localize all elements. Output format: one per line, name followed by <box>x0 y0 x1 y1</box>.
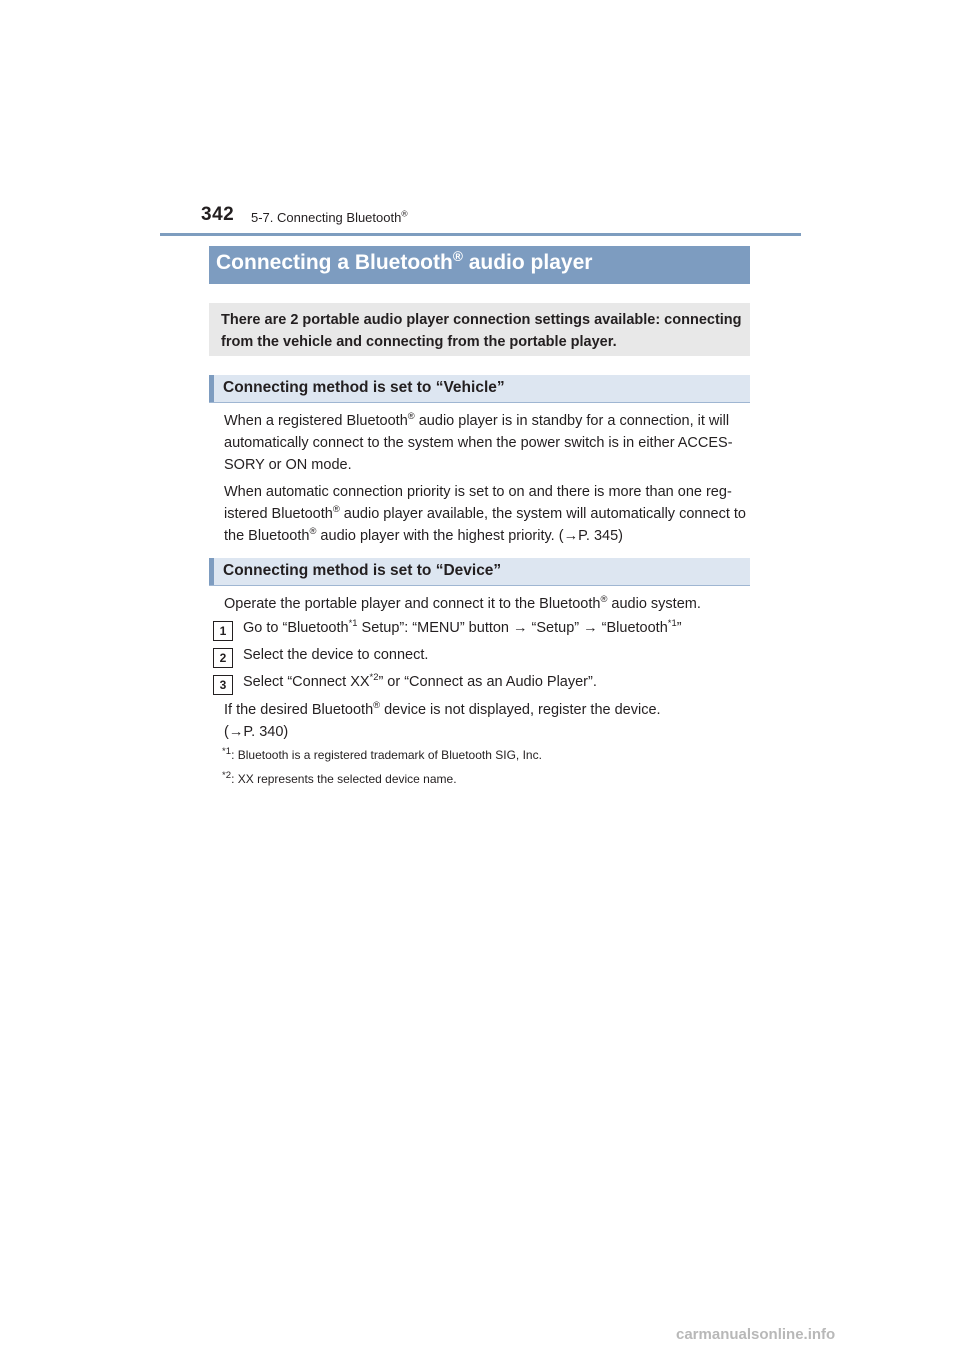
text-run: Operate the portable player and connect it to the Bluetooth <box>224 596 601 612</box>
registered-mark: ® <box>452 249 463 264</box>
step-2 <box>213 648 753 668</box>
subheading-vehicle-text: Connecting method is set to “Vehicle” <box>223 379 505 396</box>
page-number: 342 <box>201 204 235 225</box>
registered-mark: ® <box>373 699 381 711</box>
text-run: “Bluetooth <box>597 620 668 636</box>
text-run: audio system. <box>607 596 701 612</box>
title-part-2: audio player <box>462 251 593 274</box>
registered-mark: ® <box>332 503 340 515</box>
text-run: ” or “Connect as an Audio Player”. <box>378 674 597 690</box>
header-divider <box>160 233 801 236</box>
text-run: Setup”: “MENU” button <box>357 620 514 636</box>
step-1 <box>213 617 753 641</box>
vehicle-paragraph-1 <box>224 410 750 476</box>
registered-mark: ® <box>407 410 415 422</box>
registered-mark: ® <box>401 208 408 219</box>
intro-box <box>209 303 750 356</box>
step-number-box: 3 <box>213 675 233 695</box>
text-run: “Setup” <box>527 620 584 636</box>
footnote-marker: *2 <box>369 671 379 683</box>
section-reference <box>251 210 408 225</box>
step-3 <box>213 671 753 695</box>
arrow-icon: → <box>513 620 528 636</box>
text-run: audio player available, the system will automatically connect to the Bluetooth <box>224 506 746 544</box>
page-header <box>160 200 800 234</box>
subheading-vehicle <box>209 375 750 403</box>
section-title-bar <box>209 246 750 284</box>
arrow-icon: → <box>228 724 244 740</box>
vehicle-paragraph-2 <box>224 481 750 547</box>
intro-text: There are 2 portable audio player connection settings available: connecting from the vehicle and connecting from the portable player. <box>221 312 742 350</box>
text-run: device is not displayed, register the device. <box>380 702 661 718</box>
text-run: When automatic connection priority is set to on and there is more than one reg-istered Bluetooth <box>224 484 732 522</box>
text-run: audio player is in standby for a connection, it will automatically connect to the system when the power switch is in either ACCES-SORY or ON mode. <box>224 413 733 473</box>
arrow-icon: → <box>563 528 579 544</box>
subheading-device-text: Connecting method is set to “Device” <box>223 562 502 579</box>
text-run: Select “Connect XX <box>243 674 370 690</box>
footnote-1 <box>222 748 542 762</box>
watermark: carmanualsonline.info <box>676 1326 836 1343</box>
footnote-marker: *1 <box>667 617 677 629</box>
text-run: When a registered Bluetooth <box>224 413 408 429</box>
footnote-marker: *1 <box>348 617 358 629</box>
text-run: Go to “Bluetooth <box>243 620 349 636</box>
section-title <box>216 251 592 275</box>
registered-mark: ® <box>309 525 317 537</box>
text-run: audio player with the highest priority. ( <box>316 528 564 544</box>
registered-mark: ® <box>600 593 608 605</box>
page-reference: P. 340) <box>243 724 289 740</box>
text-run: ( <box>224 724 229 740</box>
step-1-text <box>243 617 682 636</box>
arrow-icon: → <box>583 620 598 636</box>
footnote-text: : Bluetooth is a registered trademark of Bluetooth SIG, Inc. <box>231 748 542 762</box>
step-number-box: 2 <box>213 648 233 668</box>
footnote-marker: *1 <box>222 746 232 757</box>
text-run: If the desired Bluetooth <box>224 702 374 718</box>
device-paragraph-1 <box>224 593 750 615</box>
page-reference: P. 345) <box>578 528 623 544</box>
footnote-marker: *2 <box>222 770 232 781</box>
footnote-text: : XX represents the selected device name. <box>231 772 457 786</box>
text-run: ” <box>676 620 682 636</box>
step-number-box: 1 <box>213 621 233 641</box>
footnote-2 <box>222 772 457 786</box>
subheading-device <box>209 558 750 586</box>
device-note <box>224 699 750 743</box>
step-3-text <box>243 671 597 690</box>
section-reference-text: 5-7. Connecting Bluetooth <box>251 210 402 225</box>
title-part-1: Connecting a Bluetooth <box>216 251 453 274</box>
step-2-text: Select the device to connect. <box>243 647 429 663</box>
